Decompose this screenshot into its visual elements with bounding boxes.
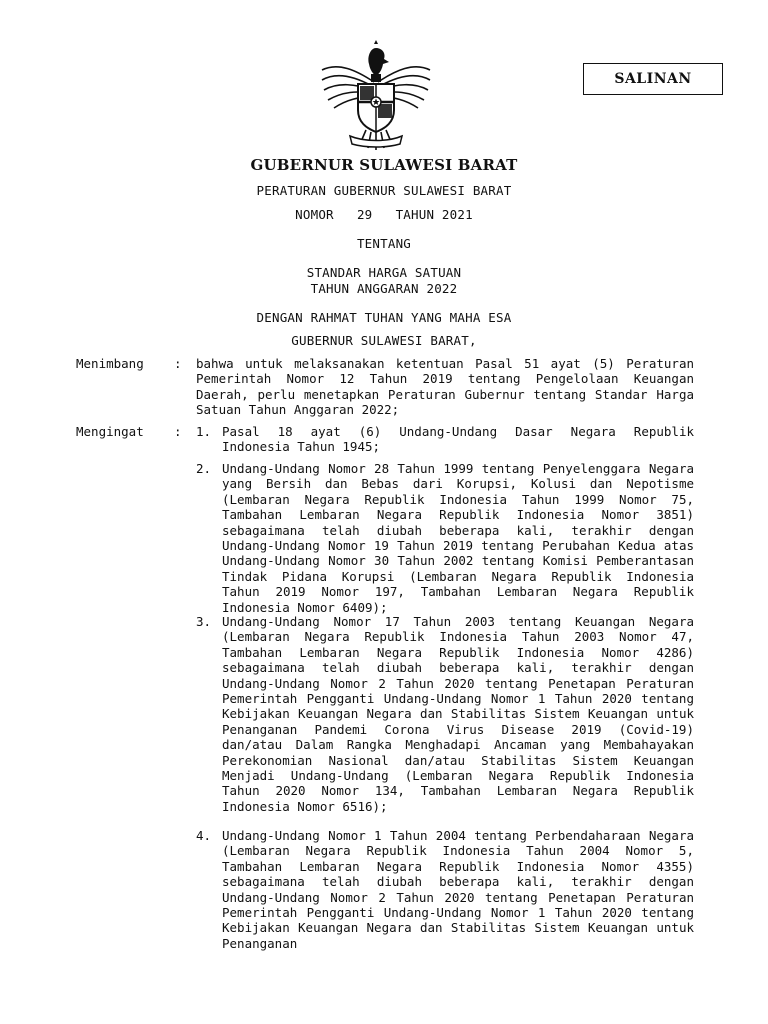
list-item-number: 2. [196,461,212,476]
garuda-emblem-icon [316,40,436,155]
list-item-text: Undang-Undang Nomor 17 Tahun 2003 tentang Keuangan Negara (Lembaran Negara Republik Indonesia Tahun 2003 Nomor 47, Tambahan Lembaran Negara Republik Indonesia Nomor 4286) sebagaimana telah diubah beberapa kali, terakhir dengan Undang-Undang Nomor 2 Tahun 2020 tentang Penetapan Peraturan Pemerintah Pengganti Undang-Undang Nomor 1 Tahun 2020 tentang Kebijakan Keuangan Negara dan Stabilitas Sistem Keuangan untuk Penanganan Pandemi Corona Virus Disease 2019 (Covid-19) dan/atau Dalam Rangka Menghadapi Ancaman yang Membahayakan Perekonomian Nasional dan/atau Stabilitas Sistem Keuangan Menjadi Undang-Undang (Lembaran Negara Republik Indonesia Tahun 2020 Nomor 134, Tambahan Lembaran Negara Republik Indonesia Nomor 6516); [222,614,694,814]
mengingat-colon: : [174,424,182,439]
list-item-number: 3. [196,614,212,629]
menimbang-colon: : [174,356,182,371]
document-title: GUBERNUR SULAWESI BARAT [250,156,518,174]
menimbang-label: Menimbang [76,356,144,371]
list-item-text: Undang-Undang Nomor 28 Tahun 1999 tentang Penyelenggara Negara yang Bersih dan Bebas dari Korupsi, Kolusi dan Nepotisme (Lembaran Negara Republik Indonesia Tahun 1999 Nomor 75, Tambahan Lembaran Negara Republik Indonesia Nomor 3851) sebagaimana telah diubah beberapa kali, terakhir dengan Undang-Undang Nomor 19 Tahun 2019 tentang Perubahan Kedua atas Undang-Undang Nomor 30 Tahun 2002 tentang Komisi Pemberantasan Tindak Pidana Korupsi (Lembaran Negara Republik Indonesia Tahun 2019 Nomor 197, Tambahan Lembaran Negara Republik Indonesia Nomor 6409); [222,461,694,615]
list-item-number: 4. [196,828,212,843]
governor-line: GUBERNUR SULAWESI BARAT, [291,333,477,348]
about-heading: TENTANG [356,236,412,251]
subject-line-1: STANDAR HARGA SATUAN [306,265,462,280]
list-item-number: 1. [196,424,212,439]
regulation-heading: PERATURAN GUBERNUR SULAWESI BARAT [256,183,512,198]
mengingat-label: Mengingat [76,424,144,439]
menimbang-text: bahwa untuk melaksanakan ketentuan Pasal 51 ayat (5) Peraturan Pemerintah Nomor 12 Tahun 2019 tentang Pengelolaan Keuangan Daerah, perlu menetapkan Peraturan Gubernur tentang Standar Harga Satuan Tahun Anggaran 2022; [196,356,694,418]
preamble: DENGAN RAHMAT TUHAN YANG MAHA ESA [256,310,512,325]
regulation-number: NOMOR 29 TAHUN 2021 [295,207,473,222]
list-item-text: Undang-Undang Nomor 1 Tahun 2004 tentang Perbendaharaan Negara (Lembaran Negara Republik Indonesia Tahun 2004 Nomor 5, Tambahan Lembaran Negara Republik Indonesia Nomor 4355) sebagaimana telah diubah beberapa kali, terakhir dengan Undang-Undang Nomor 2 Tahun 2020 tentang Penetapan Peraturan Pemerintah Pengganti Undang-Undang Nomor 1 Tahun 2020 tentang Kebijakan Keuangan Negara dan Stabilitas Sistem Keuangan untuk Penanganan [222,828,694,951]
subject-line-2: TAHUN ANGGARAN 2022 [310,281,458,296]
list-item-text: Pasal 18 ayat (6) Undang-Undang Dasar Negara Republik Indonesia Tahun 1945; [222,424,694,455]
salinan-stamp: SALINAN [583,63,723,95]
